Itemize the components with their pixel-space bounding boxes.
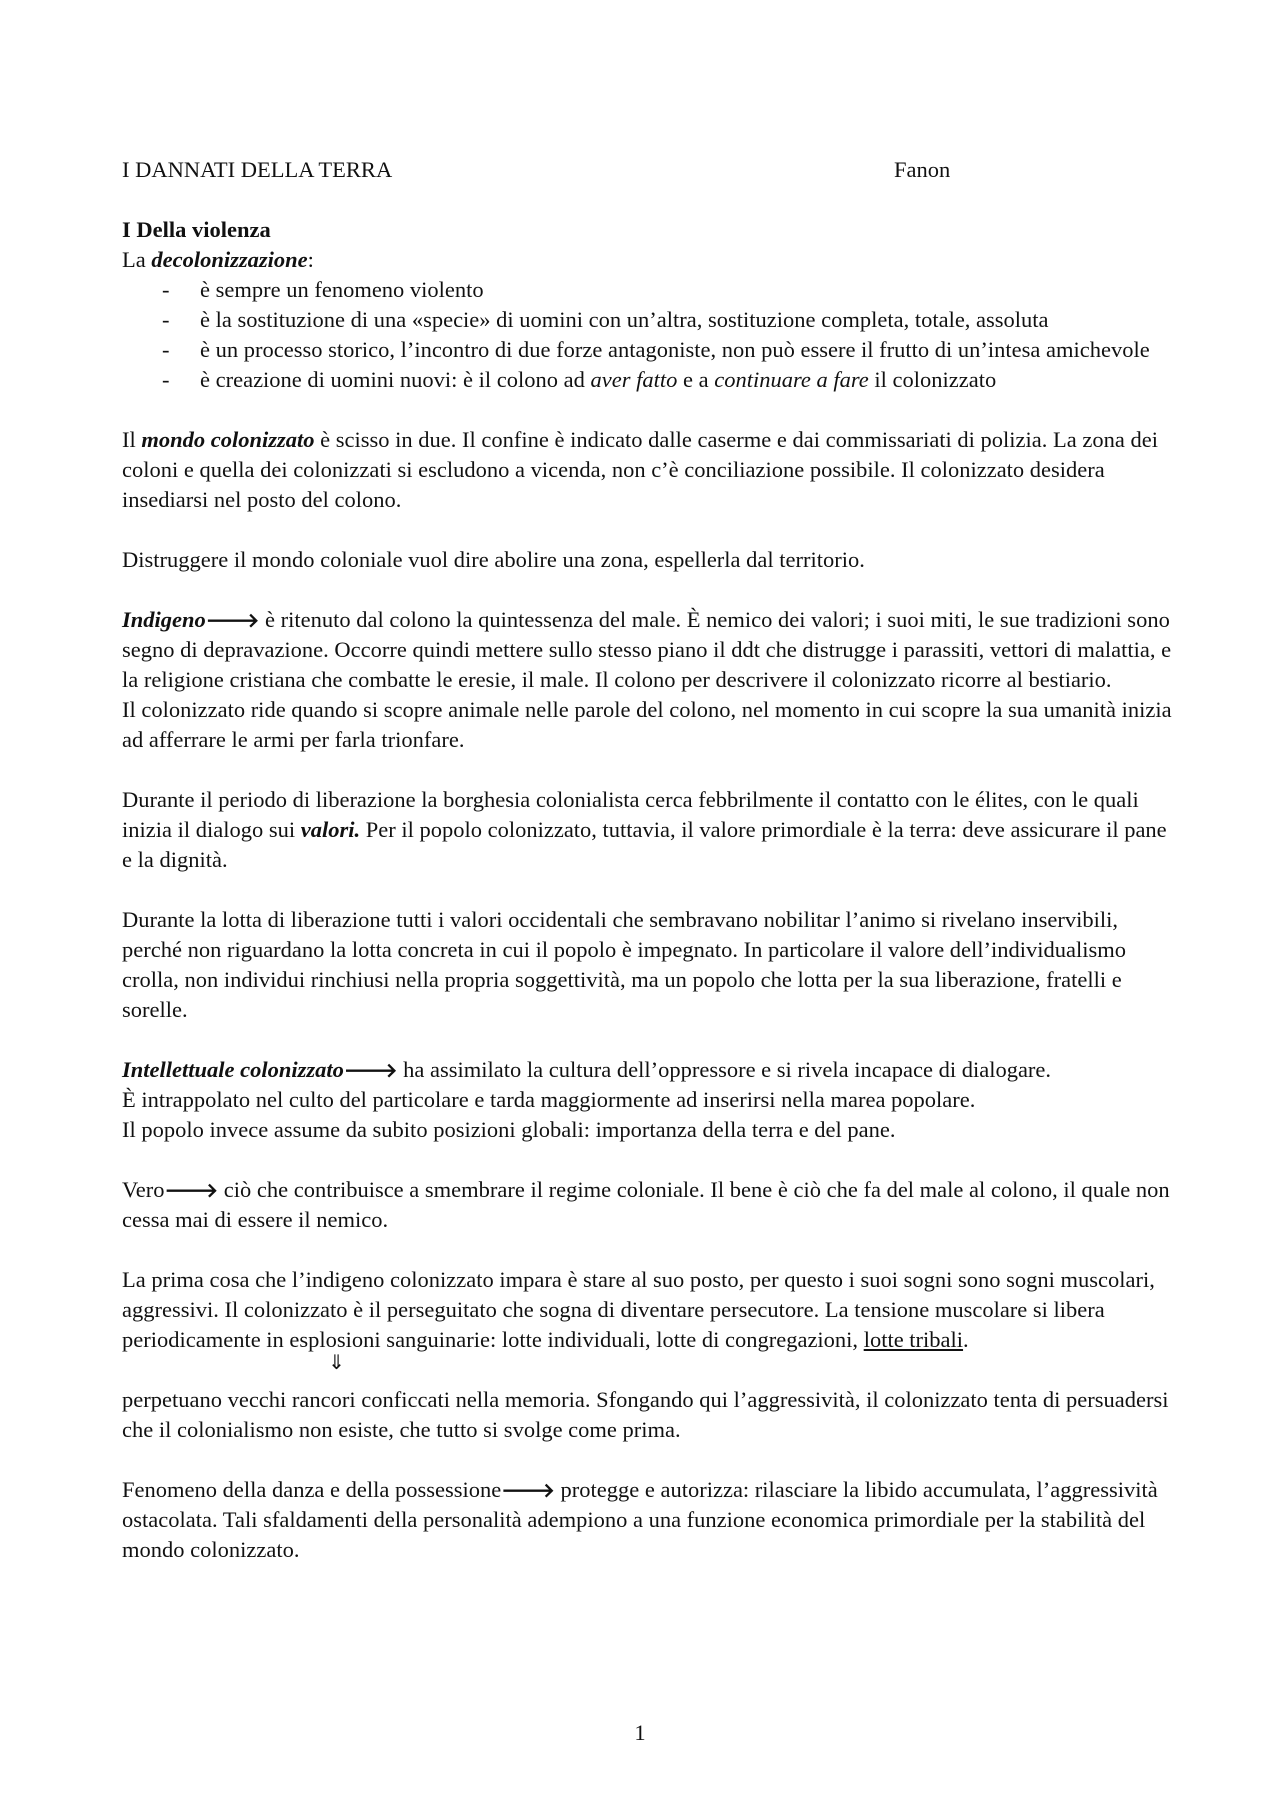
term-danza-possessione: Fenomeno della danza e della possessione bbox=[122, 1477, 502, 1502]
decolonizzazione-list bbox=[122, 275, 1172, 395]
paragraph-text: La prima cosa che l’indigeno colonizzato impara è stare al suo posto, per questo i suoi sogni sono sogni muscolari, aggressivi. Il colonizzato è il perseguitato che sogna di diventare persecutore. La tensione muscolare si libera periodicamente in esplosioni sanguinarie: lotte individuali, lotte di congregazioni, bbox=[122, 1267, 1155, 1352]
list-item-text: il colonizzato bbox=[868, 367, 997, 392]
paragraph-text: . bbox=[963, 1327, 969, 1352]
paragraph-text: è scisso in due. Il confine è indicato dalle caserme e dai commissariati di polizia. La zona dei coloni e quella dei colonizzati si escludono a vicenda, non c’è conciliazione possibile. Il colonizzato desidera insediarsi nel posto del colono. bbox=[122, 427, 1158, 512]
paragraph-text: ciò che contribuisce a smembrare il regime coloniale. Il bene è ciò che fa del male al colono, il quale non cessa mai di essere il nemico. bbox=[122, 1177, 1170, 1232]
paragraph-danza bbox=[122, 1475, 1172, 1565]
paragraph-vero bbox=[122, 1175, 1172, 1235]
term-vero: Vero bbox=[122, 1177, 165, 1202]
paragraph-liberazione bbox=[122, 785, 1172, 875]
page-number: 1 bbox=[634, 1720, 646, 1745]
document-title: I DANNATI DELLA TERRA bbox=[122, 157, 393, 182]
italic-aver-fatto: aver fatto bbox=[590, 367, 678, 392]
right-arrow-icon: 🡒 bbox=[205, 608, 260, 632]
paragraph-mondo-colonizzato bbox=[122, 425, 1172, 515]
right-arrow-icon: 🡒 bbox=[164, 1178, 219, 1202]
right-arrow-icon: 🡒 bbox=[343, 1058, 398, 1082]
term-valori: valori. bbox=[300, 817, 361, 842]
down-arrow-icon: ⇓ bbox=[328, 1350, 345, 1374]
paragraph-intellettuale-line3: Il popolo invece assume da subito posizioni globali: importanza della terra e del pane. bbox=[122, 1117, 896, 1142]
paragraph-perpetuano: perpetuano vecchi rancori conficcati nella memoria. Sfongando qui l’aggressività, il colonizzato tenta di persuadersi che il colonialismo non esiste, che tutto si svolge come prima. bbox=[122, 1387, 1169, 1442]
paragraph-indigeno bbox=[122, 605, 1172, 695]
paragraph-text: ha assimilato la cultura dell’oppressore e si rivela incapace di dialogare. bbox=[397, 1057, 1052, 1082]
italic-continuare-a-fare: continuare a fare bbox=[714, 367, 869, 392]
decolonizzazione-intro bbox=[122, 245, 1172, 275]
paragraph-text: è ritenuto dal colono la quintessenza del male. È nemico dei valori; i suoi miti, le sue tradizioni sono segno di depravazione. Occorre quindi mettere sullo stesso piano il ddt che distrugge i parassiti, vettori di malattia, e la religione cristiana che combatte le eresie, il male. Il colono per descrivere il colonizzato ricorre al bestiario. bbox=[122, 607, 1172, 692]
term-indigeno: Indigeno bbox=[122, 607, 206, 632]
paragraph-intellettuale-line2: È intrappolato nel culto del particolare e tarda maggiormente ad inserirsi nella marea popolare. bbox=[122, 1087, 976, 1112]
term-mondo-colonizzato: mondo colonizzato bbox=[141, 427, 315, 452]
intro-text: La bbox=[122, 247, 152, 272]
document-body bbox=[122, 215, 1172, 1565]
underlined-lotte-tribali: lotte tribali bbox=[863, 1327, 964, 1352]
dash-marker: - bbox=[162, 337, 170, 362]
list-item-text: è la sostituzione di una «specie» di uomini con un’altra, sostituzione completa, totale, assoluta bbox=[200, 307, 1049, 332]
dash-marker: - bbox=[162, 277, 170, 302]
section-title: I Della violenza bbox=[122, 217, 271, 242]
paragraph-indigeno-cont: Il colonizzato ride quando si scopre animale nelle parole del colono, nel momento in cui scopre la sua umanità inizia ad afferrare le armi per farla trionfare. bbox=[122, 697, 1172, 752]
down-double-arrow bbox=[122, 1350, 1172, 1385]
paragraph-text: protegge e autorizza: rilasciare la libido accumulata, l’aggressività ostacolata. Tali sfaldamenti della personalità adempiono a una funzione economica primordiale per la stabilità del mondo colonizzato. bbox=[122, 1477, 1158, 1562]
dash-marker: - bbox=[162, 367, 170, 392]
paragraph-lotta: Durante la lotta di liberazione tutti i valori occidentali che sembravano nobilitar l’animo si rivelano inservibili, perché non riguardano la lotta concreta in cui il popolo è impegnato. In particolare il valore dell’individualismo crolla, non individui rinchiusi nella propria soggettività, ma un popolo che lotta per la sua liberazione, fratelli e sorelle. bbox=[122, 907, 1127, 1022]
list-item bbox=[122, 335, 1172, 365]
document-header bbox=[122, 155, 962, 185]
list-item bbox=[122, 305, 1172, 335]
list-item-text: e a bbox=[677, 367, 715, 392]
list-item-text: è sempre un fenomeno violento bbox=[200, 277, 484, 302]
paragraph-prima-cosa bbox=[122, 1265, 1172, 1355]
paragraph-text: Per il popolo colonizzato, tuttavia, il valore primordiale è la terra: deve assicurare il pane e la dignità. bbox=[122, 817, 1167, 872]
paragraph-text: Durante il periodo di liberazione la borghesia colonialista cerca febbrilmente il contatto con le élites, con le quali inizia il dialogo sui bbox=[122, 787, 1139, 842]
paragraph-intellettuale bbox=[122, 1055, 1172, 1085]
paragraph-text: Il bbox=[122, 427, 142, 452]
dash-marker: - bbox=[162, 307, 170, 332]
term-decolonizzazione: decolonizzazione bbox=[151, 247, 308, 272]
intro-colon: : bbox=[307, 247, 314, 272]
list-item bbox=[122, 365, 1172, 395]
right-arrow-icon: 🡒 bbox=[501, 1478, 555, 1502]
list-item-text: è creazione di uomini nuovi: è il colono ad bbox=[200, 367, 591, 392]
list-item-text: è un processo storico, l’incontro di due forze antagoniste, non può essere il frutto di un’intesa amichevole bbox=[200, 337, 1150, 362]
term-intellettuale-colonizzato: Intellettuale colonizzato bbox=[122, 1057, 344, 1082]
document-author: Fanon bbox=[894, 157, 951, 182]
list-item bbox=[122, 275, 1172, 305]
paragraph-distruggere: Distruggere il mondo coloniale vuol dire abolire una zona, espellerla dal territorio. bbox=[122, 547, 865, 572]
